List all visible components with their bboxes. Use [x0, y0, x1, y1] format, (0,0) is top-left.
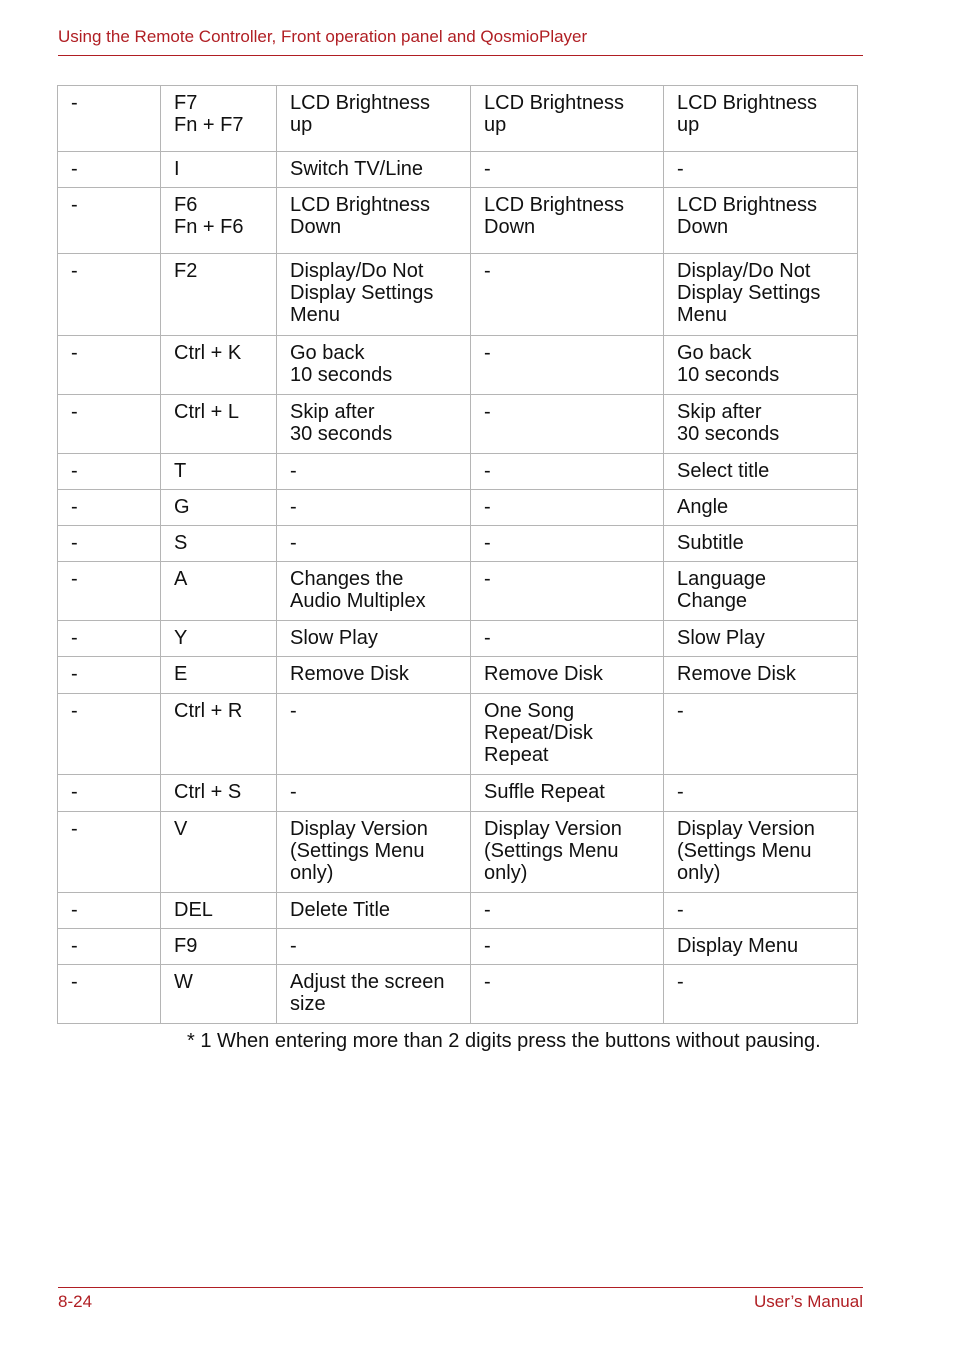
cell-function-b: Display Version (Settings Menu only) [471, 812, 664, 893]
cell-key: Ctrl + K [161, 336, 277, 395]
cell-function-c: LCD Brightness up [664, 86, 858, 152]
cell-function-c: LCD Brightness Down [664, 188, 858, 254]
cell-key: E [161, 657, 277, 694]
cell-function-b: - [471, 526, 664, 562]
cell-function-a: Go back 10 seconds [277, 336, 471, 395]
cell-function-b: - [471, 965, 664, 1024]
cell-key: W [161, 965, 277, 1024]
cell-function-a: Adjust the screen size [277, 965, 471, 1024]
manual-title: User’s Manual [754, 1292, 863, 1311]
cell-key: Ctrl + L [161, 395, 277, 454]
table-row [58, 526, 858, 562]
cell-col1: - [58, 526, 161, 562]
cell-function-a: Delete Title [277, 893, 471, 929]
cell-key: DEL [161, 893, 277, 929]
key-function-table [57, 85, 858, 1024]
cell-col1: - [58, 188, 161, 254]
cell-function-c: Display/Do Not Display Settings Menu [664, 254, 858, 336]
cell-function-a: Remove Disk [277, 657, 471, 694]
cell-key: A [161, 562, 277, 621]
cell-function-b: - [471, 893, 664, 929]
cell-function-a: LCD Brightness up [277, 86, 471, 152]
cell-function-a: - [277, 454, 471, 490]
cell-function-c: Display Menu [664, 929, 858, 965]
cell-function-c: - [664, 152, 858, 188]
cell-function-c: Select title [664, 454, 858, 490]
cell-function-b: - [471, 929, 664, 965]
cell-function-b: - [471, 336, 664, 395]
cell-key: Ctrl + R [161, 694, 277, 775]
cell-col1: - [58, 657, 161, 694]
page-header [58, 26, 863, 56]
cell-col1: - [58, 490, 161, 526]
cell-function-c: - [664, 775, 858, 812]
cell-key: F2 [161, 254, 277, 336]
cell-function-a: Switch TV/Line [277, 152, 471, 188]
cell-col1: - [58, 775, 161, 812]
cell-function-a: Display/Do Not Display Settings Menu [277, 254, 471, 336]
cell-key: V [161, 812, 277, 893]
table-row [58, 775, 858, 812]
cell-key: T [161, 454, 277, 490]
table-row [58, 562, 858, 621]
cell-function-b: - [471, 254, 664, 336]
table-row [58, 812, 858, 893]
cell-col1: - [58, 562, 161, 621]
cell-function-c: Angle [664, 490, 858, 526]
cell-key: I [161, 152, 277, 188]
cell-function-a: - [277, 929, 471, 965]
cell-function-c: - [664, 893, 858, 929]
cell-function-a: Skip after 30 seconds [277, 395, 471, 454]
cell-col1: - [58, 965, 161, 1024]
cell-function-b: - [471, 395, 664, 454]
cell-function-c: - [664, 694, 858, 775]
cell-col1: - [58, 86, 161, 152]
cell-col1: - [58, 152, 161, 188]
cell-function-b: One Song Repeat/Disk Repeat [471, 694, 664, 775]
table-row [58, 454, 858, 490]
cell-col1: - [58, 454, 161, 490]
cell-function-c: - [664, 965, 858, 1024]
cell-function-b: Remove Disk [471, 657, 664, 694]
cell-function-a: - [277, 526, 471, 562]
table-row [58, 694, 858, 775]
cell-function-a: Display Version (Settings Menu only) [277, 812, 471, 893]
cell-col1: - [58, 254, 161, 336]
cell-function-c: Slow Play [664, 621, 858, 657]
cell-function-a: Changes the Audio Multiplex [277, 562, 471, 621]
page-footer [58, 1287, 863, 1318]
page-number: 8-24 [58, 1292, 93, 1311]
table-row [58, 893, 858, 929]
cell-function-c: Language Change [664, 562, 858, 621]
cell-col1: - [58, 812, 161, 893]
cell-col1: - [58, 621, 161, 657]
cell-col1: - [58, 929, 161, 965]
cell-function-b: - [471, 562, 664, 621]
table-row [58, 490, 858, 526]
cell-function-b: Suffle Repeat [471, 775, 664, 812]
cell-function-c: Remove Disk [664, 657, 858, 694]
cell-function-b: - [471, 152, 664, 188]
table-row [58, 395, 858, 454]
cell-col1: - [58, 395, 161, 454]
cell-function-a: - [277, 775, 471, 812]
cell-col1: - [58, 336, 161, 395]
cell-key: Ctrl + S [161, 775, 277, 812]
cell-function-b: LCD Brightness up [471, 86, 664, 152]
table-row [58, 188, 858, 254]
cell-function-c: Go back 10 seconds [664, 336, 858, 395]
table-row [58, 929, 858, 965]
cell-col1: - [58, 893, 161, 929]
table-row [58, 657, 858, 694]
table-body [58, 86, 858, 1024]
cell-function-a: - [277, 694, 471, 775]
cell-function-a: LCD Brightness Down [277, 188, 471, 254]
cell-function-c: Subtitle [664, 526, 858, 562]
cell-key: Y [161, 621, 277, 657]
cell-key: G [161, 490, 277, 526]
table-row [58, 621, 858, 657]
cell-col1: - [58, 694, 161, 775]
cell-function-c: Skip after 30 seconds [664, 395, 858, 454]
cell-function-b: - [471, 454, 664, 490]
cell-function-a: Slow Play [277, 621, 471, 657]
header-title: Using the Remote Controller, Front operation panel and QosmioPlayer [58, 27, 588, 46]
cell-function-c: Display Version (Settings Menu only) [664, 812, 858, 893]
cell-key: S [161, 526, 277, 562]
cell-function-a: - [277, 490, 471, 526]
cell-key: F9 [161, 929, 277, 965]
cell-function-b: LCD Brightness Down [471, 188, 664, 254]
footnote: * 1 When entering more than 2 digits press the buttons without pausing. [187, 1030, 821, 1052]
table-row [58, 965, 858, 1024]
table-row [58, 336, 858, 395]
table-row [58, 152, 858, 188]
table-row [58, 254, 858, 336]
cell-key: F7 Fn + F7 [161, 86, 277, 152]
cell-function-b: - [471, 490, 664, 526]
cell-key: F6 Fn + F6 [161, 188, 277, 254]
cell-function-b: - [471, 621, 664, 657]
table-row [58, 86, 858, 152]
